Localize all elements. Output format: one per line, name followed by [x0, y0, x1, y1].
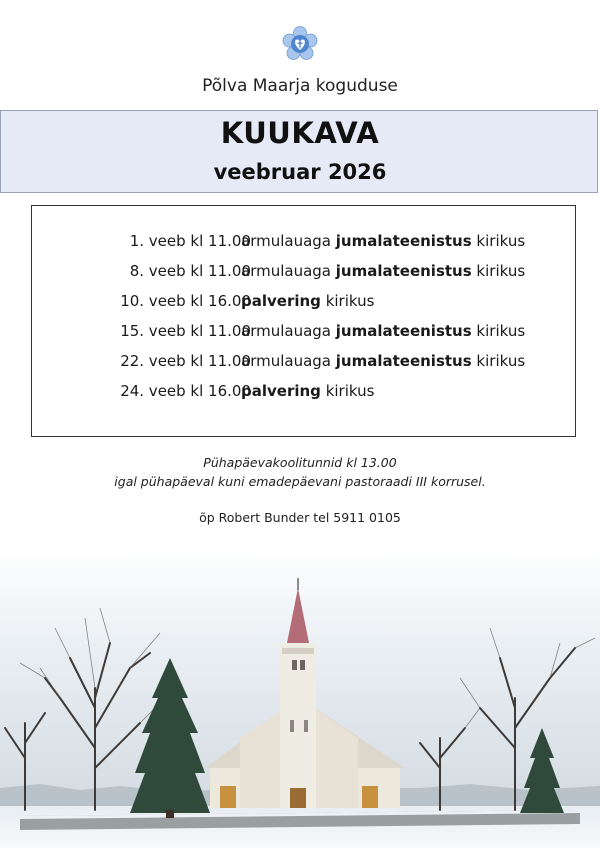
schedule-what: armulauaga jumalateenistus kirikus — [241, 352, 526, 370]
schedule-when: 22. veeb kl 11.00 — [120, 352, 251, 370]
schedule-box — [31, 205, 576, 437]
schedule-row — [32, 352, 577, 376]
pastor-contact: õp Robert Bunder tel 5911 0105 — [199, 510, 401, 525]
schedule-row — [32, 292, 577, 316]
schedule-what: palvering kirikus — [241, 382, 375, 400]
schedule-what: armulauaga jumalateenistus kirikus — [241, 322, 526, 340]
schedule-when: 10. veeb kl 16.00 — [120, 292, 251, 310]
schedule-when: 15. veeb kl 11.00 — [120, 322, 251, 340]
schedule-what: armulauaga jumalateenistus kirikus — [241, 262, 526, 280]
schedule-row — [32, 262, 577, 286]
sunday-school-note: Pühapäevakoolitunnid kl 13.00 — [203, 455, 397, 470]
parish-name: Põlva Maarja koguduse — [202, 76, 398, 96]
page-title: KUUKAVA — [220, 116, 380, 150]
schedule-row — [32, 322, 577, 346]
schedule-what: palvering kirikus — [241, 292, 375, 310]
schedule-when: 8. veeb kl 11.00 — [129, 262, 251, 280]
schedule-row — [32, 232, 577, 256]
schedule-when: 24. veeb kl 16.00 — [120, 382, 251, 400]
luther-rose-icon — [282, 26, 318, 62]
sunday-school-note-detail: igal pühapäeval kuni emadepäevani pastoraadi III korrusel. — [114, 474, 486, 489]
schedule-row — [32, 382, 577, 406]
church-photo — [0, 548, 600, 848]
page-subtitle: veebruar 2026 — [213, 160, 387, 184]
schedule-what: armulauaga jumalateenistus kirikus — [241, 232, 526, 250]
schedule-when: 1. veeb kl 11.00 — [129, 232, 251, 250]
